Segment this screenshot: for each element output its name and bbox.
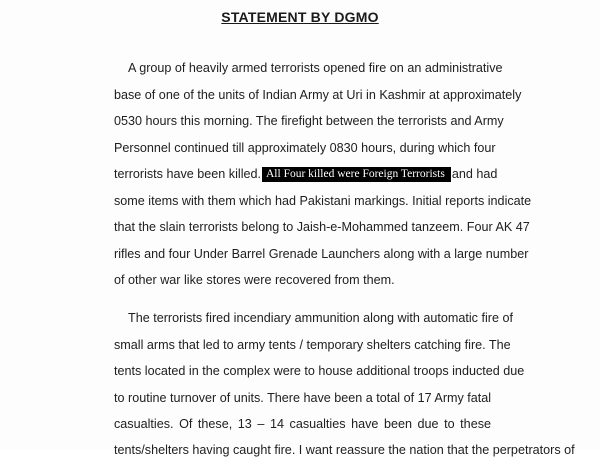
paragraph-line: rifles and four Under Barrel Grenade Launchers along with a large number (114, 246, 529, 261)
paragraph-line: 0530 hours this morning. The firefight between the terrorists and Army (114, 114, 504, 128)
paragraph-line-fragment: terrorists have been killed. (114, 167, 261, 181)
paragraph-line: to routine turnover of units. There have been a total of 17 Army fatal (114, 390, 492, 405)
redaction-overlay-label: All Four killed were Foreign Terrorists (262, 167, 451, 182)
paragraph-line: tents located in the complex were to house additional troops inducted due (114, 364, 525, 378)
paragraph-line: small arms that led to army tents / temporary shelters catching fire. The (114, 337, 511, 352)
paragraph-line: some items with them which had Pakistani markings. Initial reports indicate (114, 193, 532, 208)
paragraph-line: Personnel continued till approximately 0830 hours, during which four (114, 140, 496, 155)
document-title: STATEMENT BY DGMO (221, 9, 379, 25)
paragraph-line: The terrorists fired incendiary ammunition along with automatic fire of (128, 311, 513, 325)
paragraph-1 (114, 55, 532, 294)
paragraph-line: of other war like stores were recovered from them. (114, 273, 395, 287)
paragraph-line-fragment: and had (451, 167, 498, 181)
paragraph-line: casualties. Of these, 13 – 14 casualties have been due to these (114, 417, 491, 431)
paragraph-line-with-overlay (114, 161, 498, 188)
paragraph-line: that the slain terrorists belong to Jaish-e-Mohammed tanzeem. Four AK 47 (114, 220, 530, 234)
paragraph-line: A group of heavily armed terrorists opened fire on an administrative (128, 61, 503, 75)
paragraph-2 (114, 305, 525, 438)
paragraph-line-cropped: tents/shelters having caught fire. I want reassure the nation that the perpetrators of (114, 443, 575, 457)
paragraph-line: base of one of the units of Indian Army at Uri in Kashmir at approximately (114, 87, 522, 102)
